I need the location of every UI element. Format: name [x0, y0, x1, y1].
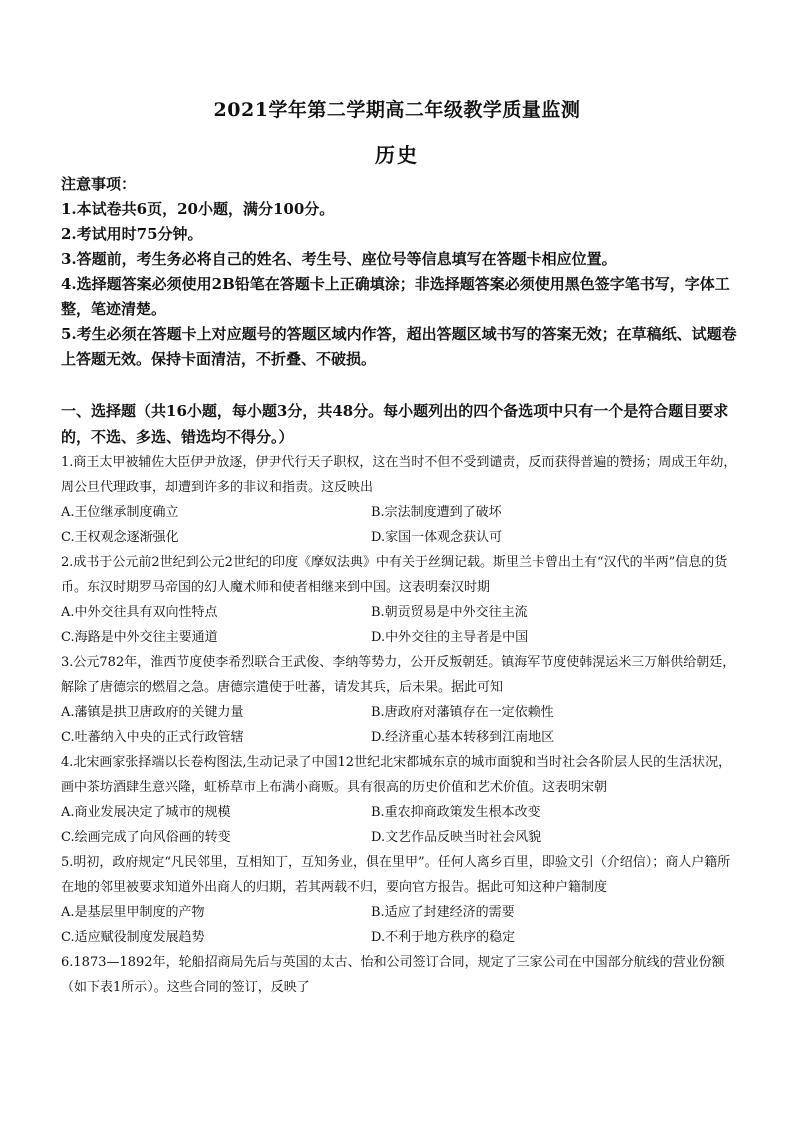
option-c: C.吐蕃纳入中央的正式行政管辖: [61, 730, 244, 745]
option-a: A.王位继承制度确立: [61, 505, 179, 520]
option-d: D.不利于地方秩序的稳定: [371, 930, 516, 945]
option-a: A.是基层里甲制度的产物: [61, 905, 205, 920]
option-b: B.宗法制度遭到了破坏: [371, 505, 502, 520]
option-d: D.中外交往的主导者是中国: [371, 630, 529, 645]
question-stem: 4.北宋画家张择端以长卷构图法,生动记录了中国12世纪北宋都城东京的城市面貌和当时社会各阶层人民的生活状况，画中茶坊酒肆生意兴隆，虹桥草市上布满小商贩。具有很高的历史价值和艺术价值。这表明宋朝: [61, 755, 732, 795]
note-item: 4.选择题答案必须使用2B铅笔在答题卡上正确填涂；非选择题答案必须使用黑色签字笔书写，字体工整，笔迹清楚。: [61, 275, 730, 318]
note-item: 5.考生必须在答题卡上对应题号的答题区域内作答，超出答题区域书写的答案无效；在草稿纸、试题卷上答题无效。保持卡面清洁，不折叠、不破损。: [61, 325, 737, 368]
exam-title: 2021学年第二学期高二年级教学质量监测: [213, 99, 581, 121]
question-stem: 3.公元782年，淮西节度使李希烈联合王武俊、李纳等势力，公开反叛朝廷。镇海军节度使韩滉运米三万斛供给朝廷，解除了唐德宗的燃眉之急。唐德宗遣使于吐蕃，请发其兵，后未果。据此可知: [61, 655, 736, 695]
questions-list: [61, 450, 741, 1000]
option-b: B.适应了封建经济的需要: [371, 905, 515, 920]
option-c: C.适应赋役制度发展趋势: [61, 930, 205, 945]
option-c: C.绘画完成了向风俗画的转变: [61, 830, 231, 845]
note-item: 3.答题前，考生务必将自己的姓名、考生号、座位号等信息填写在答题卡相应位置。: [61, 250, 617, 268]
question: [61, 550, 741, 650]
option-d: D.文艺作品反映当时社会风貌: [371, 830, 542, 845]
question-stem: 6.1873—1892年，轮船招商局先后与英国的太古、怡和公司签订合同，规定了三家公司在中国部分航线的营业份额（如下表1所示）。这些合同的签订，反映了: [61, 955, 725, 995]
notes-block: [61, 172, 741, 372]
question-options: [61, 900, 741, 950]
option-b: B.唐政府对藩镇存在一定依赖性: [371, 705, 554, 720]
section-heading: 一、选择题（共16小题，每小题3分，共48分。每小题列出的四个备选项中只有一个是符合题目要求的，不选、多选、错选均不得分。）: [61, 402, 729, 446]
question-stem: 5.明初，政府规定“凡民邻里，互相知丁，互知务业，俱在里甲”。任何人离乡百里，即验文引（介绍信）；商人户籍所在地的邻里被要求知道外出商人的归期，若其两载不归，要向官方报告。据此可知这种户籍制度: [61, 855, 731, 895]
option-a: A.中外交往具有双向性特点: [61, 605, 218, 620]
question: [61, 650, 741, 750]
option-a: A.藩镇是拱卫唐政府的关键力量: [61, 705, 244, 720]
exam-subject: 历史: [375, 143, 419, 167]
note-item: 1.本试卷共6页，20小题，满分100分。: [61, 200, 335, 218]
question: [61, 850, 741, 950]
option-b: B.重农抑商政策发生根本改变: [371, 805, 541, 820]
question: [61, 450, 741, 550]
question-options: [61, 600, 741, 650]
question-stem: 1.商王太甲被辅佐大臣伊尹放逐，伊尹代行天子职权，这在当时不但不受到谴责，反而获得普遍的赞扬；周成王年幼，周公旦代理政事，却遭到许多的非议和指责。这反映出: [61, 455, 737, 495]
question-options: [61, 700, 741, 750]
question: [61, 950, 741, 1000]
question-stem: 2.成书于公元前2世纪到公元2世纪的印度《摩奴法典》中有关于丝绸记载。斯里兰卡曾出土有“汉代的半两”信息的货币。东汉时期罗马帝国的幻人魔术师和使者相继来到中国。这表明秦汉时期: [61, 555, 728, 595]
option-d: D.家国一体观念获认可: [371, 530, 503, 545]
option-d: D.经济重心基本转移到江南地区: [371, 730, 555, 745]
option-b: B.朝贡贸易是中外交往主流: [371, 605, 528, 620]
question: [61, 750, 741, 850]
question-options: [61, 800, 741, 850]
notes-heading: 注意事项：: [61, 175, 137, 193]
option-c: C.王权观念逐渐强化: [61, 530, 179, 545]
note-item: 2.考试用时75分钟。: [61, 225, 203, 243]
option-a: A.商业发展决定了城市的规模: [61, 805, 231, 820]
option-c: C.海路是中外交往主要通道: [61, 630, 218, 645]
question-options: [61, 500, 741, 550]
